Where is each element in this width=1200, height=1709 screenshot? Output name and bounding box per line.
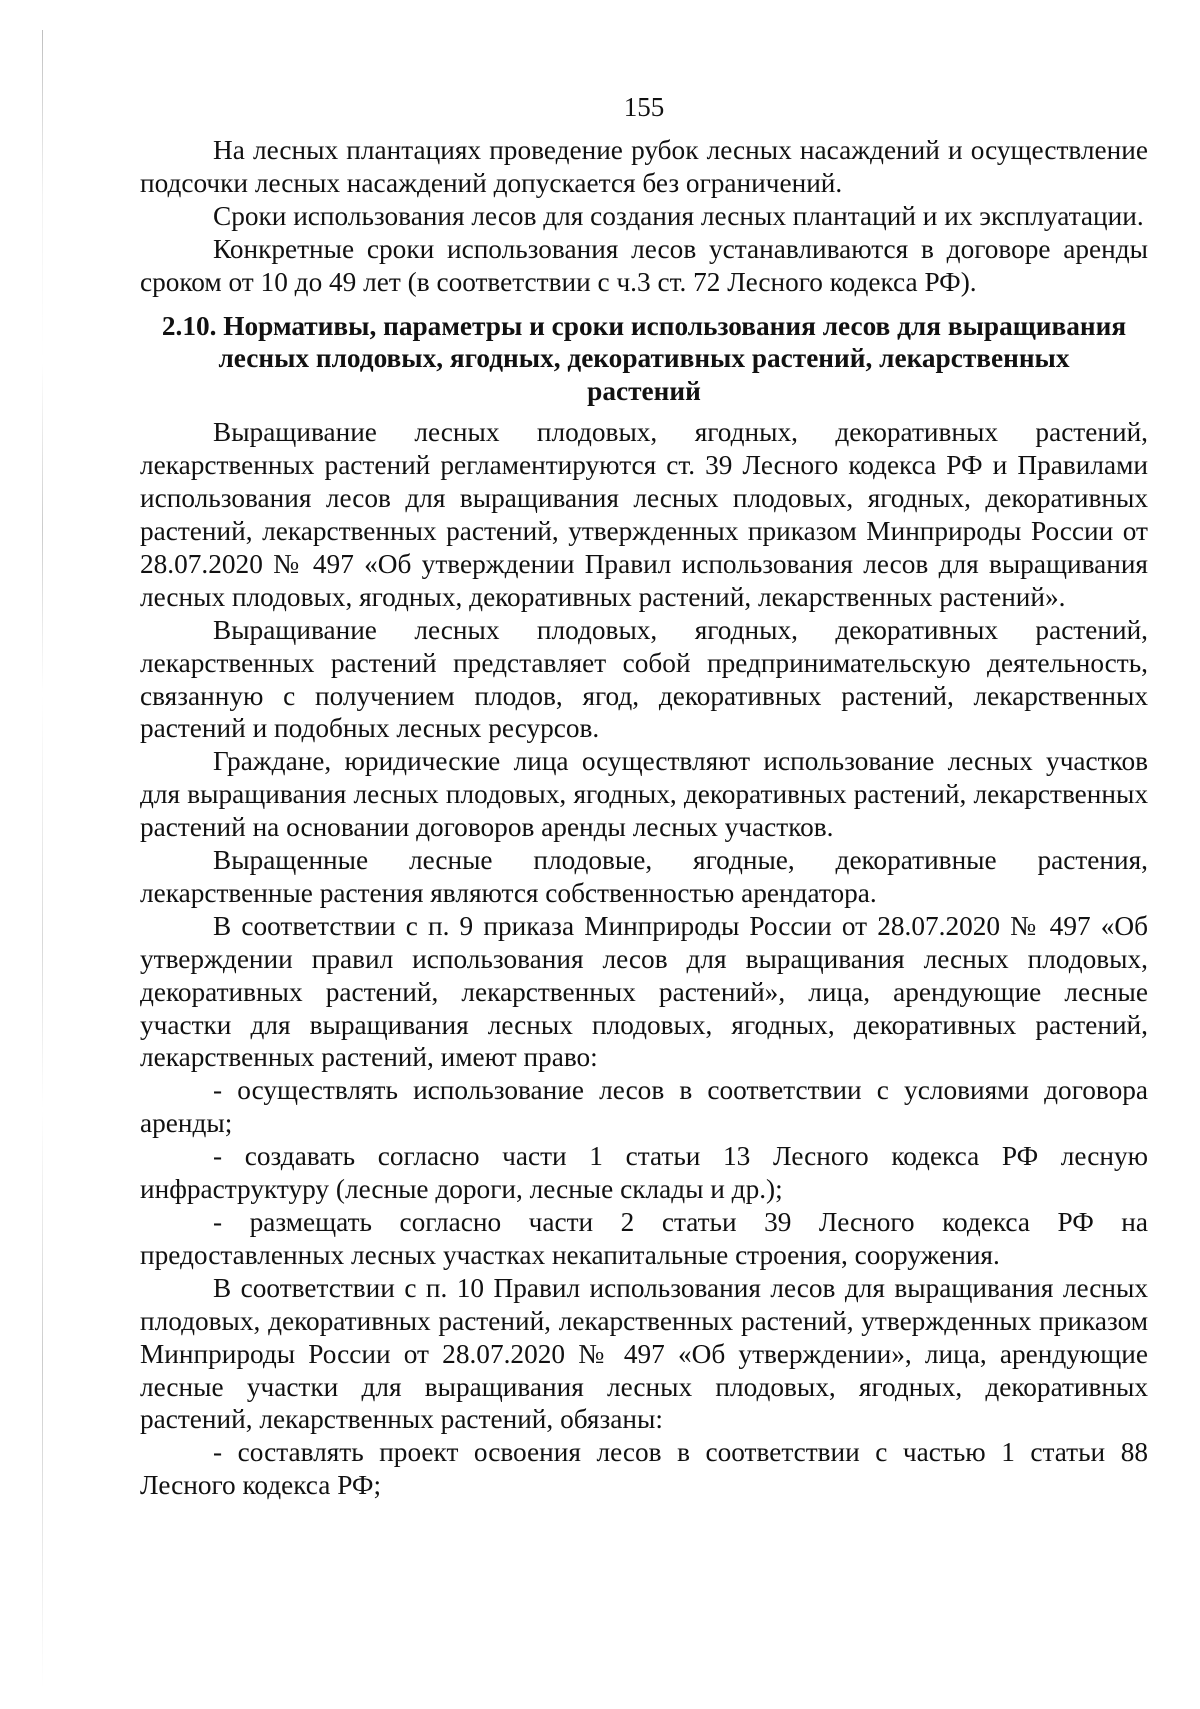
page-number: 155: [623, 92, 665, 122]
section-heading-line: лесных плодовых, ягодных, декоративных растений, лекарственных: [218, 343, 1070, 374]
section-heading: [140, 310, 1148, 409]
paragraph: Конкретные сроки использования лесов устанавливаются в договоре аренды сроком от 10 до 49 лет (в соответствии с ч.3 ст. 72 Лесного кодекса РФ).: [140, 233, 1148, 297]
list-item: - создавать согласно части 1 статьи 13 Лесного кодекса РФ лесную инфраструктуру (лесные дороги, лесные склады и др.);: [140, 1141, 1148, 1205]
paragraph: Граждане, юридические лица осуществляют использование лесных участков для выращивания лесных плодовых, ягодных, декоративных растений, лекарственных растений на основании договоров аренды лесных участков.: [140, 746, 1148, 843]
scan-edge-artifact: [42, 30, 43, 1690]
list-item: - размещать согласно части 2 статьи 39 Лесного кодекса РФ на предоставленных лесных участках некапитальные строения, сооружения.: [140, 1207, 1148, 1270]
list-item: - осуществлять использование лесов в соответствии с условиями договора аренды;: [140, 1075, 1148, 1139]
paragraph: На лесных плантациях проведение рубок лесных насаждений и осуществление подсочки лесных насаждений допускается без ограничений.: [140, 135, 1148, 198]
paragraph: Сроки использования лесов для создания лесных плантаций и их эксплуатации.: [213, 200, 1144, 231]
paragraph: Выращенные лесные плодовые, ягодные, декоративные растения, лекарственные растения являются собственностью арендатора.: [140, 845, 1148, 908]
section-heading-line: растений: [587, 376, 701, 407]
paragraph: В соответствии с п. 10 Правил использования лесов для выращивания лесных плодовых, декоративных растений, лекарственных растений, утвержденных приказом Минприроды России от 28.07.2020 № 497 «Об утверждении», лица, арендующие лесные участки для выращивания лесных плодовых, ягодных, декоративных растений, лекарственных растений, обязаны:: [140, 1272, 1148, 1435]
list-item: - составлять проект освоения лесов в соответствии с частью 1 статьи 88 Лесного кодекса РФ;: [140, 1437, 1148, 1501]
paragraph: Выращивание лесных плодовых, ягодных, декоративных растений, лекарственных растений регламентируются ст. 39 Лесного кодекса РФ и Правилами использования лесов для выращивания лесных плодовых, ягодных, декоративных растений, лекарственных растений, утвержденных приказом Минприроды России от 28.07.2020 № 497 «Об утверждении Правил использования лесов для выращивания лесных плодовых, ягодных, декоративных растений, лекарственных растений».: [140, 417, 1148, 612]
section-heading-line: 2.10. Нормативы, параметры и сроки использования лесов для выращивания: [161, 310, 1127, 341]
paragraph: В соответствии с п. 9 приказа Минприроды России от 28.07.2020 № 497 «Об утверждении правил использования лесов для выращивания лесных плодовых, декоративных растений, лекарственных растений», лица, арендующие лесные участки для выращивания лесных плодовых, ягодных, декоративных растений, лекарственных растений, имеют право:: [140, 910, 1148, 1073]
paragraph: Выращивание лесных плодовых, ягодных, декоративных растений, лекарственных растений представляет собой предпринимательскую деятельность, связанную с получением плодов, ягод, декоративных растений, лекарственных растений и подобных лесных ресурсов.: [140, 614, 1148, 744]
document-body: [140, 134, 1148, 1502]
